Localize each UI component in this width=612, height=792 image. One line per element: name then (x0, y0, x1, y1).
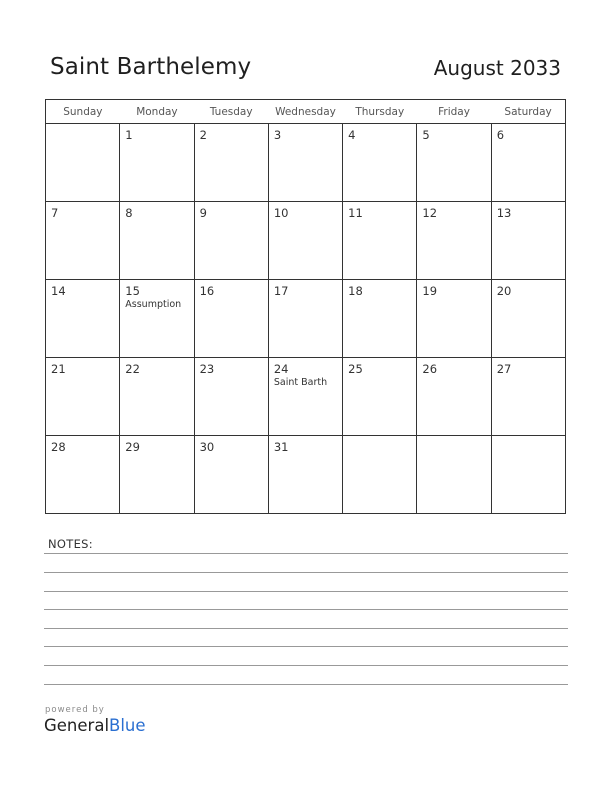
day-cell (46, 124, 120, 202)
day-number: 11 (348, 206, 363, 220)
day-number: 8 (125, 206, 133, 220)
day-cell (120, 436, 194, 514)
day-number: 19 (422, 284, 438, 298)
weekday-header: Saturday (491, 100, 565, 124)
day-cell (343, 358, 417, 436)
day-cell (491, 124, 565, 202)
day-cell (194, 124, 268, 202)
day-cell (343, 436, 417, 514)
day-number: 5 (422, 128, 430, 142)
brand-blue: Blue (109, 716, 146, 735)
day-number: 18 (348, 284, 363, 298)
day-number: 16 (199, 284, 215, 298)
day-cell (417, 202, 491, 280)
day-number: 21 (51, 362, 66, 376)
day-number: 10 (273, 206, 289, 220)
day-number: 23 (199, 362, 215, 376)
week-row (46, 124, 566, 202)
day-cell (194, 436, 268, 514)
brand-general: General (44, 716, 110, 735)
day-cell (417, 280, 491, 358)
note-line (44, 572, 568, 573)
day-number: 27 (496, 362, 512, 376)
weekday-header: Monday (120, 100, 194, 124)
day-number: 2 (199, 128, 207, 142)
day-number: 26 (422, 362, 438, 376)
day-cell (417, 124, 491, 202)
weekday-header: Wednesday (268, 100, 342, 124)
day-cell (491, 358, 565, 436)
day-cell (417, 358, 491, 436)
day-cell (343, 202, 417, 280)
country-title: Saint Barthelemy (50, 54, 252, 80)
week-row (46, 436, 566, 514)
day-cell (46, 280, 120, 358)
week-row (46, 280, 566, 358)
weekday-header-row (46, 100, 566, 124)
week-row (46, 358, 566, 436)
note-line (44, 591, 568, 592)
holiday-label: Assumption (125, 299, 182, 310)
day-cell (46, 358, 120, 436)
day-number: 4 (348, 128, 356, 142)
day-cell (491, 280, 565, 358)
calendar-grid (45, 99, 566, 514)
day-cell (46, 202, 120, 280)
day-cell (194, 202, 268, 280)
powered-by-text: powered by (45, 705, 105, 715)
day-number: 20 (496, 284, 512, 298)
day-number: 13 (496, 206, 512, 220)
day-number: 1 (125, 128, 133, 142)
note-line (44, 646, 568, 647)
weekday-header: Sunday (46, 100, 120, 124)
note-line (44, 684, 568, 685)
brand-logo (44, 716, 146, 735)
day-cell (268, 358, 342, 436)
day-cell (343, 124, 417, 202)
weekday-header: Friday (417, 100, 491, 124)
notes-label: NOTES: (48, 537, 93, 551)
day-number: 12 (422, 206, 438, 220)
day-cell (120, 280, 194, 358)
day-cell (268, 280, 342, 358)
day-number: 17 (273, 284, 289, 298)
day-number: 15 (125, 284, 140, 298)
day-number: 3 (273, 128, 282, 142)
week-row (46, 202, 566, 280)
day-cell (46, 436, 120, 514)
note-line (44, 609, 568, 610)
day-cell (268, 124, 342, 202)
day-number: 25 (348, 362, 363, 376)
day-cell (268, 202, 342, 280)
day-cell (194, 358, 268, 436)
day-number: 29 (125, 440, 140, 454)
day-cell (194, 280, 268, 358)
day-cell (343, 280, 417, 358)
day-cell (120, 202, 194, 280)
day-cell (491, 436, 565, 514)
day-number: 24 (273, 362, 289, 376)
weekday-header: Tuesday (194, 100, 268, 124)
note-line (44, 628, 568, 629)
day-cell (491, 202, 565, 280)
day-number: 30 (199, 440, 215, 454)
day-number: 7 (51, 206, 59, 220)
day-cell (120, 358, 194, 436)
day-number: 31 (273, 440, 289, 454)
day-cell (417, 436, 491, 514)
day-number: 28 (51, 440, 66, 454)
weekday-header: Thursday (343, 100, 417, 124)
day-cell (120, 124, 194, 202)
holiday-label: Saint Barth (273, 377, 328, 388)
day-cell (268, 436, 342, 514)
month-year-title: August 2033 (433, 56, 561, 80)
day-number: 22 (125, 362, 140, 376)
note-line (44, 665, 568, 666)
note-line (44, 553, 568, 554)
day-number: 9 (199, 206, 207, 220)
day-number: 6 (496, 128, 505, 142)
day-number: 14 (51, 284, 66, 298)
